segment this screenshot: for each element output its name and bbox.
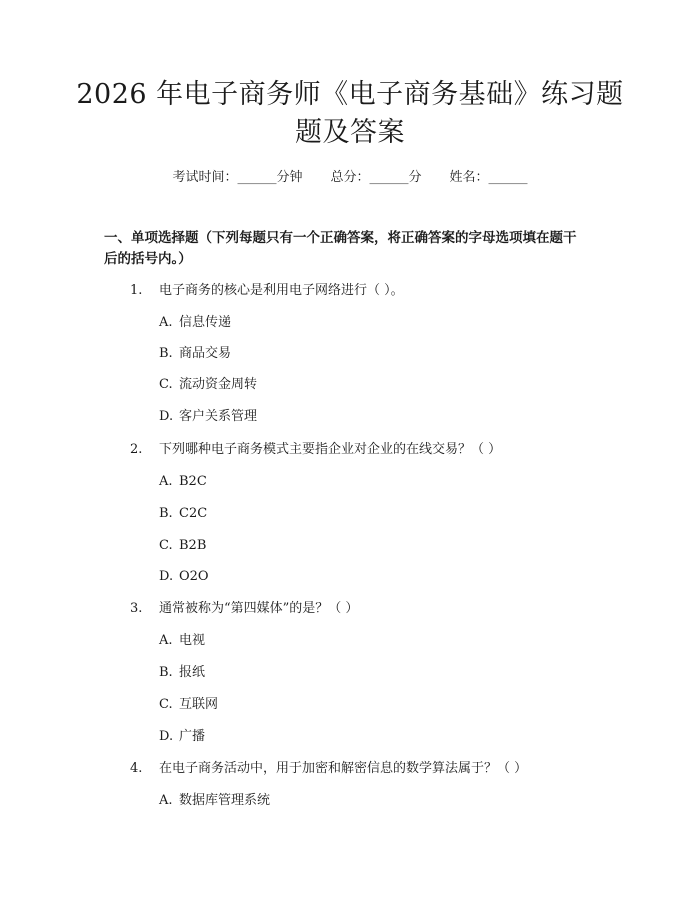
question-1-option-a: [159, 314, 231, 332]
option-text: 电视: [179, 633, 206, 648]
option-text: O2O: [179, 569, 209, 584]
question-3-option-b: [159, 664, 205, 682]
question-4: [130, 760, 527, 778]
question-1-option-b: [159, 345, 231, 363]
question-number: 3.: [130, 601, 143, 616]
question-2: [130, 441, 501, 459]
question-3-option-a: [159, 632, 205, 650]
option-text: 客户关系管理: [179, 409, 258, 424]
question-1-option-d: [159, 408, 257, 426]
option-text: 商品交易: [179, 346, 232, 361]
option-letter: B.: [159, 346, 173, 361]
option-letter: C.: [159, 697, 173, 712]
option-letter: C.: [159, 538, 173, 553]
option-letter: D.: [159, 569, 174, 584]
title-line-2: 题及答案: [295, 117, 405, 148]
option-text: 信息传递: [179, 315, 232, 330]
exam-time-field: 考试时间：______分钟: [172, 170, 303, 185]
option-text: C2C: [179, 506, 208, 521]
section-heading: [104, 228, 596, 270]
question-text: 电子商务的核心是利用电子网络进行（ ）。: [159, 283, 404, 298]
section-heading-line-2: 后的括号内。）: [104, 251, 192, 267]
document-title: [70, 76, 630, 152]
option-letter: A.: [159, 315, 173, 330]
option-letter: D.: [159, 409, 174, 424]
option-letter: A.: [159, 793, 173, 808]
question-text: 下列哪种电子商务模式主要指企业对企业的在线交易？（ ）: [159, 442, 502, 457]
option-letter: D.: [159, 729, 174, 744]
option-letter: A.: [159, 474, 173, 489]
option-letter: B.: [159, 506, 173, 521]
question-number: 2.: [130, 442, 143, 457]
name-field: 姓名：______: [449, 170, 528, 185]
option-text: B2B: [179, 538, 207, 553]
option-text: 流动资金周转: [179, 377, 258, 392]
option-text: 报纸: [179, 665, 206, 680]
option-text: 数据库管理系统: [179, 793, 271, 808]
section-heading-line-1: 一、单项选择题（下列每题只有一个正确答案，将正确答案的字母选项填在题干: [104, 230, 577, 246]
question-3-option-c: [159, 696, 218, 714]
option-letter: A.: [159, 633, 173, 648]
question-number: 1.: [130, 283, 143, 298]
title-line-1: 2026 年电子商务师《电子商务基础》练习题: [76, 79, 624, 110]
question-text: 在电子商务活动中，用于加密和解密信息的数学算法属于？（ ）: [159, 761, 528, 776]
total-score-field: 总分：______分: [330, 170, 422, 185]
question-1-option-c: [159, 376, 257, 394]
question-3-option-d: [159, 728, 205, 746]
question-2-option-c: [159, 537, 206, 555]
option-letter: B.: [159, 665, 173, 680]
option-text: B2C: [179, 474, 207, 489]
question-2-option-b: [159, 505, 207, 523]
question-number: 4.: [130, 761, 143, 776]
question-4-option-a: [159, 792, 270, 810]
question-text: 通常被称为“第四媒体”的是？（ ）: [159, 601, 359, 616]
question-2-option-d: [159, 568, 209, 586]
exam-info: [0, 168, 700, 188]
option-letter: C.: [159, 377, 173, 392]
question-1: [130, 282, 404, 300]
question-2-option-a: [159, 473, 207, 491]
question-3: [130, 600, 358, 618]
option-text: 互联网: [179, 697, 219, 712]
option-text: 广播: [179, 729, 206, 744]
